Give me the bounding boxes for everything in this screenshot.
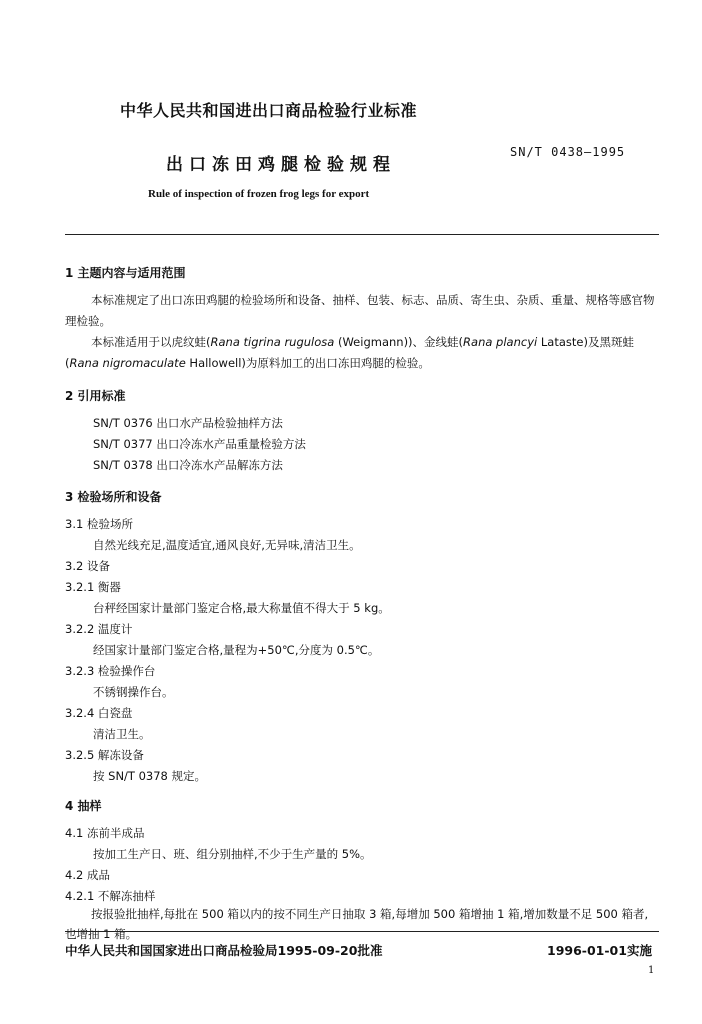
subsection-3-2-2-text: 经国家计量部门鉴定合格,量程为+50℃,分度为 0.5℃。: [93, 643, 380, 657]
subsection-3-1: 3.1 检验场所: [65, 517, 133, 531]
subsection-3-2-1-text: 台秤经国家计量部门鉴定合格,最大称量值不得大于 5 kg。: [93, 601, 390, 615]
species-nigromaculate: Rana nigromaculate: [69, 356, 186, 370]
subsection-3-2-3-text: 不锈钢操作台。: [93, 685, 174, 699]
section-3-heading: 3 检验场所和设备: [65, 490, 162, 504]
subsection-3-2-4-text: 清洁卫生。: [93, 727, 151, 741]
header-divider: [65, 234, 659, 235]
reference-item: SN/T 0378 出口冷冻水产品解冻方法: [93, 458, 283, 472]
subsection-3-2: 3.2 设备: [65, 559, 110, 573]
subsection-4-2: 4.2 成品: [65, 868, 110, 882]
reference-item: SN/T 0377 出口冷冻水产品重量检验方法: [93, 437, 306, 451]
subsection-3-2-1: 3.2.1 衡器: [65, 580, 121, 594]
subsection-3-2-3: 3.2.3 检验操作台: [65, 664, 156, 678]
page-number: 1: [648, 965, 655, 976]
footer-divider: [65, 931, 659, 932]
document-title: 出口冻田鸡腿检验规程: [166, 155, 396, 175]
section-1-paragraph-1: 本标准规定了出口冻田鸡腿的检验场所和设备、抽样、包装、标志、品质、寄生虫、杂质、重量、规格等感官物理检验。: [65, 293, 655, 328]
english-title: Rule of inspection of frozen frog legs for export: [148, 188, 370, 200]
subsection-4-1-text: 按加工生产日、班、组分别抽样,不少于生产量的 5%。: [93, 847, 372, 861]
species-plancyi: Rana plancyi: [463, 335, 538, 349]
section-1-paragraph-2: [65, 332, 659, 374]
subsection-3-2-2: 3.2.2 温度计: [65, 622, 133, 636]
section-2-heading: 2 引用标准: [65, 389, 126, 403]
para2-text-a: 本标准适用于以虎纹蛙(: [91, 335, 211, 349]
subsection-4-2-1: 4.2.1 不解冻抽样: [65, 889, 156, 903]
approval-line: 中华人民共和国国家进出口商品检验局1995-09-20批准: [65, 943, 383, 958]
section-4-heading: 4 抽样: [65, 799, 102, 813]
section-1-heading: 1 主题内容与适用范围: [65, 266, 186, 280]
subsection-4-2-1-text: 按报验批抽样,每批在 500 箱以内的按不同生产日抽取 3 箱,每增加 500 箱增抽 1 箱,增加数量不足 500 箱者,也增抽 1 箱。: [65, 907, 649, 941]
effective-date: 1996-01-01实施: [547, 943, 652, 958]
para2-text-e: Lataste)及黑斑蛙(: [65, 335, 634, 370]
subsection-4-1: 4.1 冻前半成品: [65, 826, 145, 840]
subsection-3-1-text: 自然光线充足,温度适宜,通风良好,无异味,清洁卫生。: [93, 538, 361, 552]
reference-item: SN/T 0376 出口水产品检验抽样方法: [93, 416, 283, 430]
subsection-3-2-4: 3.2.4 白瓷盘: [65, 706, 133, 720]
subsection-3-2-5-text: 按 SN/T 0378 规定。: [93, 769, 207, 783]
species-tigrina: Rana tigrina rugulosa: [210, 335, 335, 349]
standard-family-title: 中华人民共和国进出口商品检验行业标准: [120, 101, 418, 120]
para2-text-c: (Weigmann))、金线蛙(: [334, 335, 464, 349]
subsection-3-2-5: 3.2.5 解冻设备: [65, 748, 144, 762]
para2-text-g: Hallowell)为原料加工的出口冻田鸡腿的检验。: [185, 356, 430, 370]
standard-code: SN/T 0438—1995: [510, 145, 626, 159]
